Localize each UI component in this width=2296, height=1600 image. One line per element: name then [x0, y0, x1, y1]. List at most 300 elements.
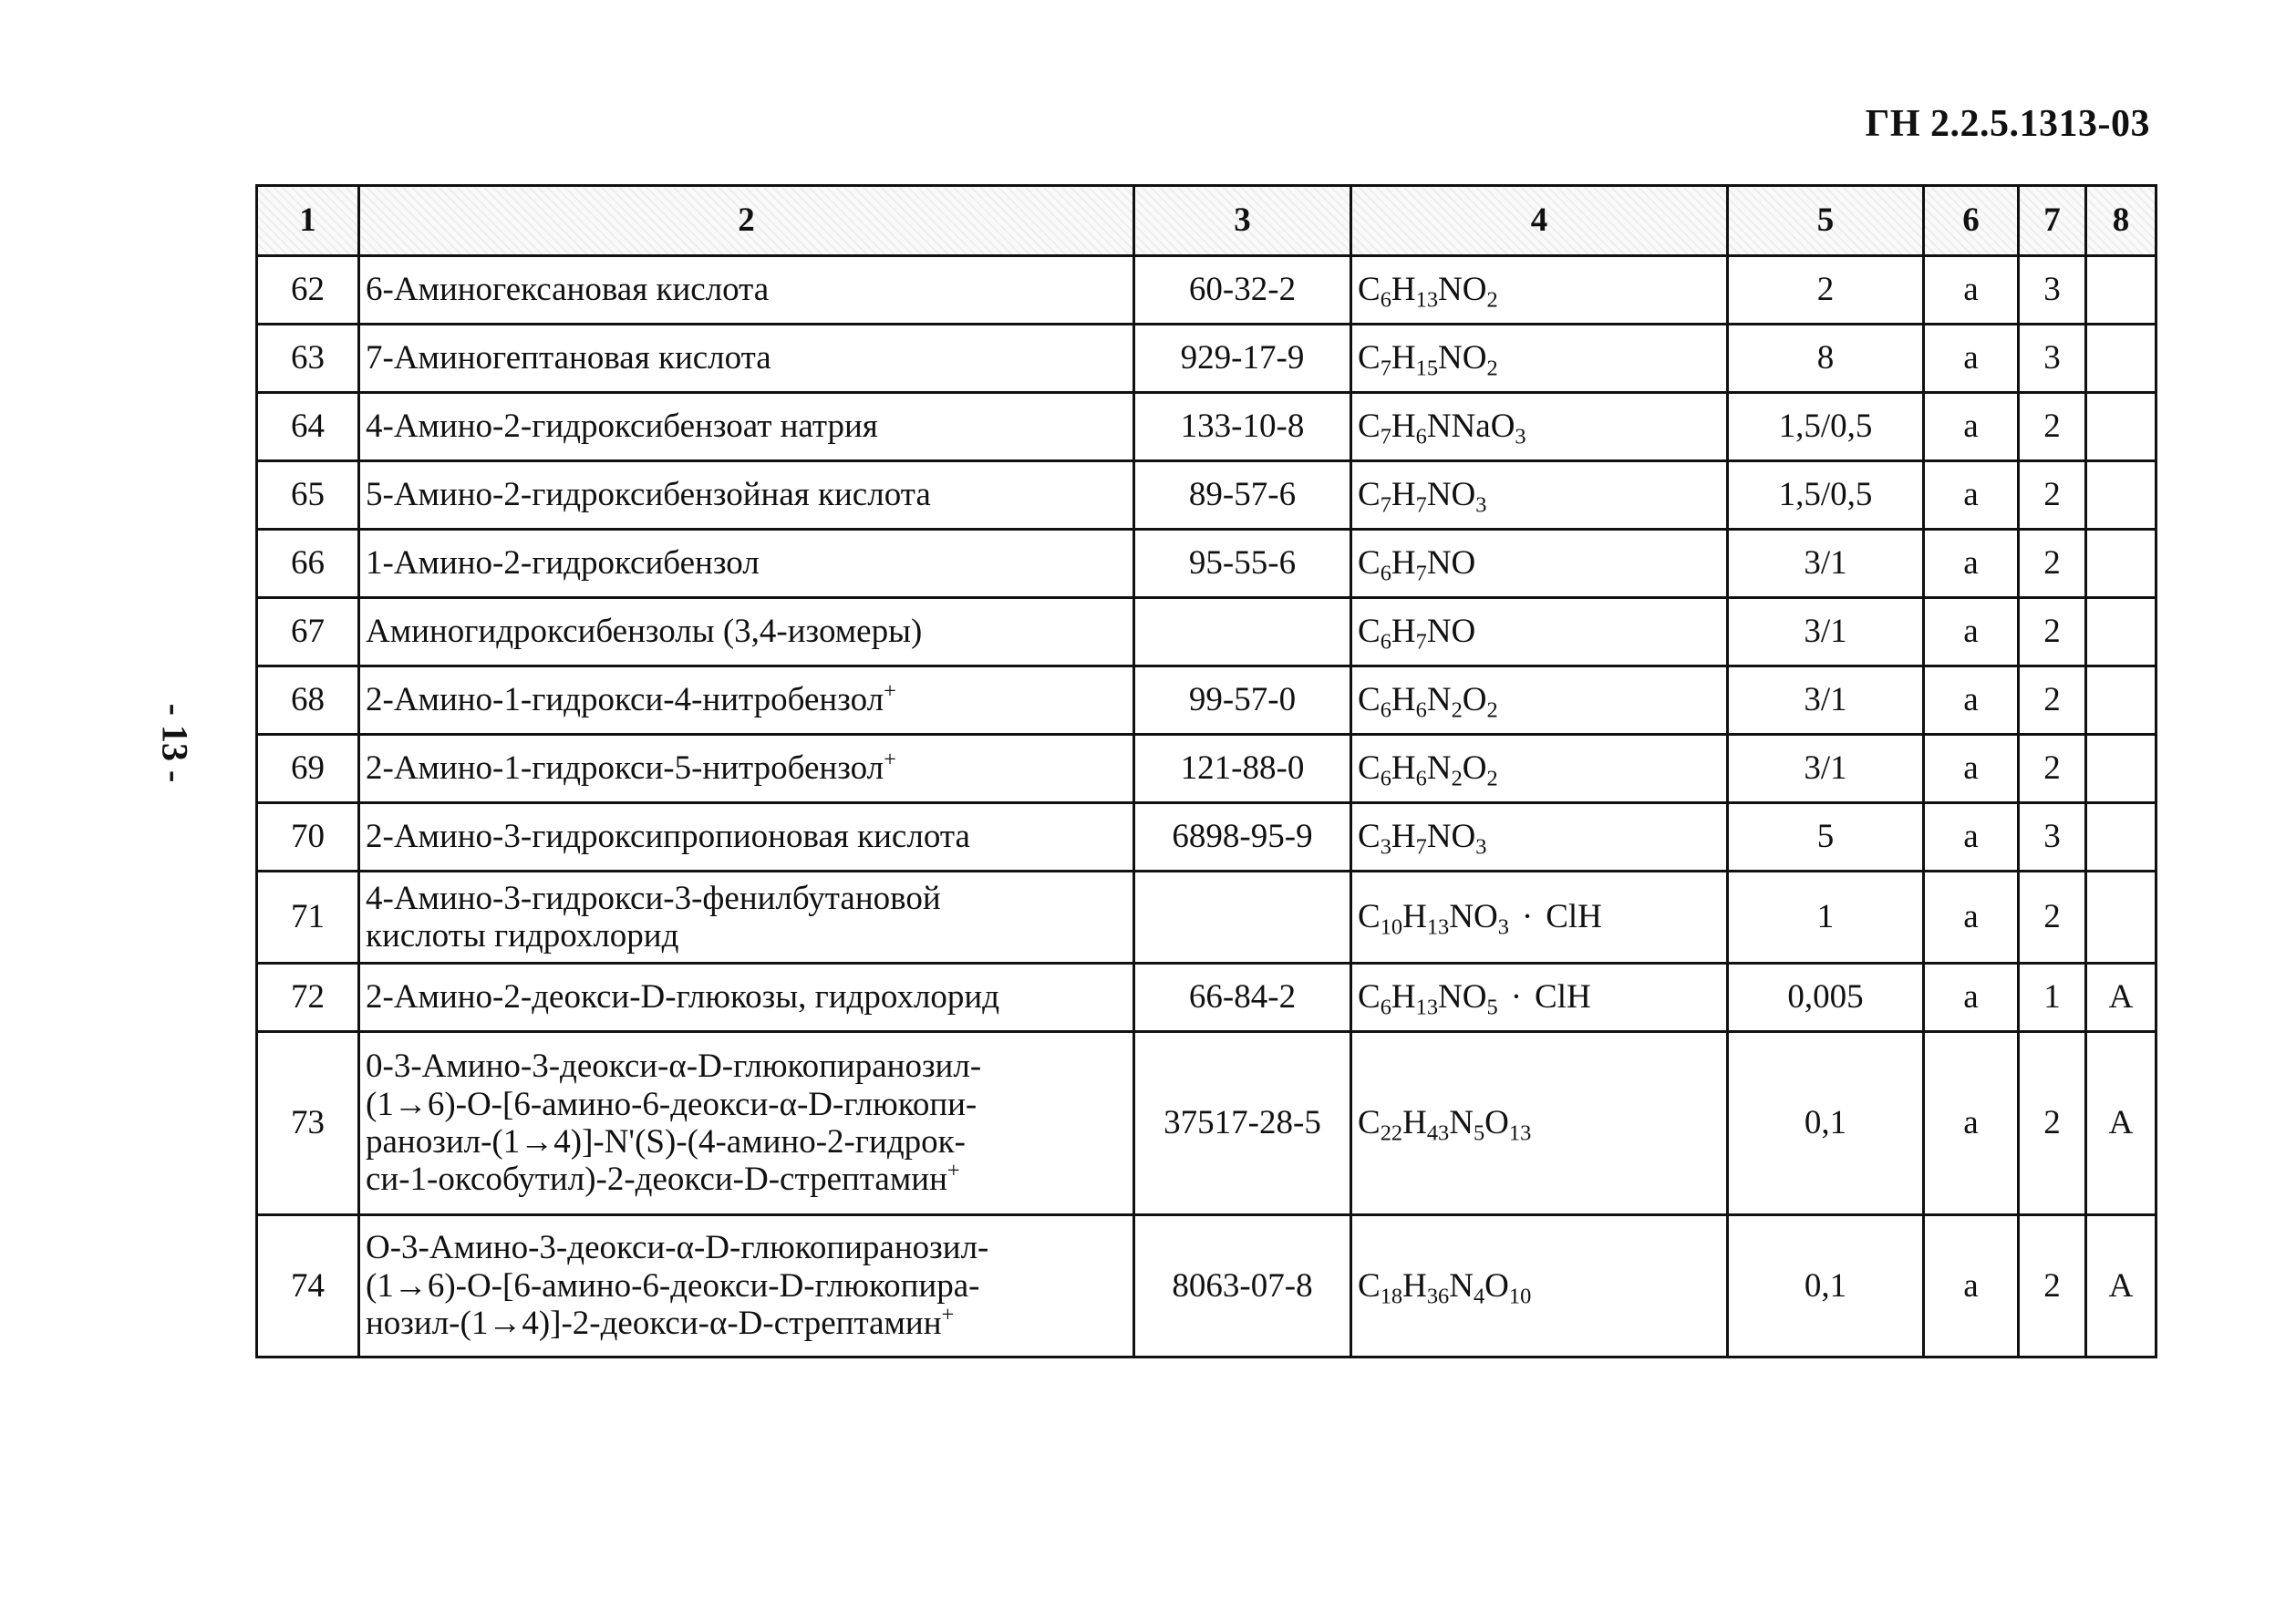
formula-subscript: 10 — [1508, 1284, 1532, 1309]
aggregate-state: а — [1963, 271, 1979, 309]
column-header: 5 — [1728, 186, 1924, 256]
table-row — [257, 803, 2156, 872]
value-cell — [1728, 530, 1924, 598]
formula-subscript: 3 — [1475, 834, 1487, 860]
formula-part: · — [1510, 978, 1523, 1017]
formula-subscript: 6 — [1415, 424, 1427, 449]
name-superscript-mark: + — [941, 1302, 955, 1327]
substance-name: 4-Амино-2-гидроксибензоат натрия — [366, 408, 878, 446]
row-number-cell — [257, 1215, 359, 1357]
state-cell — [1924, 735, 2019, 803]
formula-subscript: 6 — [1380, 766, 1391, 791]
formula-subscript: 6 — [1380, 561, 1391, 586]
formula-subscript: 2 — [1486, 287, 1498, 313]
table-row — [257, 256, 2156, 325]
formula-subscript: 6 — [1380, 697, 1391, 723]
substance-name-line: 4-Амино-3-гидрокси-3-фенилбутановой — [366, 879, 941, 917]
note-cell — [2086, 461, 2156, 530]
value-cell — [1728, 325, 1924, 393]
formula-subscript: 7 — [1415, 629, 1427, 655]
formula-cell — [1351, 872, 1728, 964]
exposure-value: 5 — [1816, 818, 1835, 856]
substance-name: 2-Амино-1-гидрокси-4-нитробензол — [366, 681, 884, 719]
formula-part: H — [1402, 898, 1427, 936]
exposure-value: 0,1 — [1804, 1266, 1847, 1305]
aggregate-state: а — [1963, 408, 1979, 446]
cas-number: 121-88-0 — [1180, 749, 1305, 788]
note-cell — [2086, 666, 2156, 735]
column-header: 6 — [1924, 186, 2019, 256]
formula-subscript: 7 — [1380, 492, 1391, 518]
formula-subscript: 13 — [1415, 287, 1439, 313]
row-number: 68 — [291, 681, 325, 719]
formula-cell — [1351, 964, 1728, 1032]
note-cell — [2086, 393, 2156, 461]
substance-name: 2-Амино-2-деокси-D-глюкозы, гидрохлорид — [366, 978, 1000, 1017]
formula-part: NO — [1438, 978, 1487, 1017]
formula-subscript: 7 — [1415, 492, 1427, 518]
state-cell — [1924, 461, 2019, 530]
row-number: 66 — [291, 544, 325, 583]
substance-name-cell — [359, 964, 1134, 1032]
cas-number: 929-17-9 — [1180, 339, 1305, 377]
formula-part: NNaO — [1426, 408, 1515, 446]
state-cell — [1924, 803, 2019, 872]
document-code: ГН 2.2.5.1313-03 — [1865, 103, 2150, 145]
table-row — [257, 666, 2156, 735]
formula-subscript: 6 — [1415, 766, 1427, 791]
cas-number-cell — [1134, 735, 1351, 803]
row-number-cell — [257, 461, 359, 530]
exposure-value: 3/1 — [1804, 681, 1847, 719]
substance-name-line: О-3-Амино-3-деокси-α-D-глюкопиранозил- — [366, 1229, 989, 1267]
table-row — [257, 461, 2156, 530]
formula-cell — [1351, 1032, 1728, 1215]
table-row — [257, 393, 2156, 461]
formula-subscript: 10 — [1380, 914, 1403, 940]
exposure-value: 1 — [1816, 898, 1835, 936]
formula-cell — [1351, 1215, 1728, 1357]
formula-cell — [1351, 598, 1728, 666]
aggregate-state: а — [1963, 818, 1979, 856]
state-cell — [1924, 964, 2019, 1032]
row-number-cell — [257, 803, 359, 872]
formula-subscript: 2 — [1486, 766, 1498, 791]
formula-part: · — [1521, 898, 1534, 936]
aggregate-state: а — [1963, 978, 1979, 1017]
state-cell — [1924, 393, 2019, 461]
class-cell — [2019, 872, 2086, 964]
formula-part: H — [1391, 749, 1416, 788]
formula-part: C — [1358, 681, 1381, 719]
formula-part: O — [1484, 1266, 1509, 1305]
note-mark: А — [2108, 1266, 2134, 1305]
formula-part: C — [1358, 476, 1381, 514]
formula-part: H — [1391, 978, 1416, 1017]
formula-subscript: 22 — [1380, 1120, 1403, 1146]
formula-cell — [1351, 530, 1728, 598]
formula-part: C — [1358, 1104, 1381, 1142]
cas-number-cell — [1134, 872, 1351, 964]
row-number: 70 — [291, 818, 325, 856]
aggregate-state: а — [1963, 898, 1979, 936]
row-number: 69 — [291, 749, 325, 788]
value-cell — [1728, 461, 1924, 530]
formula-part: N — [1449, 1266, 1474, 1305]
class-cell — [2019, 666, 2086, 735]
substance-name: 5-Амино-2-гидроксибензойная кислота — [366, 476, 931, 514]
formula-subscript: 2 — [1451, 697, 1463, 723]
hazard-class: 2 — [2043, 681, 2061, 719]
aggregate-state: а — [1963, 681, 1979, 719]
formula-subscript: 43 — [1426, 1120, 1450, 1146]
substance-name: 2-Амино-1-гидрокси-5-нитробензол — [366, 749, 884, 788]
formula-subscript: 7 — [1415, 561, 1427, 586]
value-cell — [1728, 872, 1924, 964]
formula-cell — [1351, 461, 1728, 530]
formula-cell — [1351, 666, 1728, 735]
formula-part: N — [1426, 749, 1452, 788]
class-cell — [2019, 461, 2086, 530]
class-cell — [2019, 256, 2086, 325]
row-number: 67 — [291, 613, 325, 651]
cas-number: 6898-95-9 — [1172, 818, 1313, 856]
formula-subscript: 18 — [1380, 1284, 1403, 1309]
formula-part: C — [1358, 408, 1381, 446]
substances-table — [255, 184, 2157, 1358]
formula-subscript: 3 — [1515, 424, 1526, 449]
note-cell — [2086, 325, 2156, 393]
exposure-value: 3/1 — [1804, 544, 1847, 583]
cas-number-cell — [1134, 803, 1351, 872]
substance-name-cell — [359, 393, 1134, 461]
cas-number: 8063-07-8 — [1172, 1266, 1313, 1305]
cas-number: 99-57-0 — [1188, 681, 1297, 719]
state-cell — [1924, 1032, 2019, 1215]
value-cell — [1728, 256, 1924, 325]
row-number-cell — [257, 735, 359, 803]
class-cell — [2019, 735, 2086, 803]
exposure-value: 2 — [1816, 271, 1835, 309]
formula-cell — [1351, 393, 1728, 461]
hazard-class: 3 — [2043, 271, 2061, 309]
aggregate-state: а — [1963, 476, 1979, 514]
value-cell — [1728, 803, 1924, 872]
formula-cell — [1351, 735, 1728, 803]
table-row — [257, 735, 2156, 803]
formula-subscript: 2 — [1451, 766, 1463, 791]
table-row — [257, 598, 2156, 666]
hazard-class: 3 — [2043, 339, 2061, 377]
row-number-cell — [257, 393, 359, 461]
value-cell — [1728, 598, 1924, 666]
formula-cell — [1351, 325, 1728, 393]
substance-name-line: нозил-(1→4)]-2-деокси-α-D-стрептамин — [366, 1305, 942, 1343]
note-cell — [2086, 598, 2156, 666]
formula-part: C — [1358, 898, 1381, 936]
formula-part: C — [1358, 978, 1381, 1017]
aggregate-state: а — [1963, 544, 1979, 583]
formula-part: O — [1462, 749, 1487, 788]
hazard-class: 2 — [2043, 613, 2061, 651]
row-number-cell — [257, 964, 359, 1032]
state-cell — [1924, 530, 2019, 598]
class-cell — [2019, 1215, 2086, 1357]
formula-subscript: 5 — [1486, 995, 1498, 1020]
formula-cell — [1351, 256, 1728, 325]
row-number: 72 — [291, 978, 325, 1017]
row-number-cell — [257, 256, 359, 325]
row-number: 65 — [291, 476, 325, 514]
substance-name-line: ранозил-(1→4)]-N'(S)-(4-амино-2-гидрок- — [366, 1123, 966, 1161]
note-cell — [2086, 256, 2156, 325]
value-cell — [1728, 1215, 1924, 1357]
cas-number: 133-10-8 — [1180, 408, 1305, 446]
formula-part: NO — [1438, 271, 1487, 309]
exposure-value: 1,5/0,5 — [1778, 476, 1873, 514]
formula-part: ClH — [1546, 898, 1602, 936]
note-cell — [2086, 530, 2156, 598]
formula-part: H — [1391, 476, 1416, 514]
formula-part: NO — [1426, 544, 1476, 583]
substance-name: 7-Аминогептановая кислота — [366, 339, 771, 377]
note-cell — [2086, 803, 2156, 872]
substance-name-line: (1→6)-О-[6-амино-6-деокси-α-D-глюкопи- — [366, 1085, 977, 1123]
formula-part: H — [1391, 271, 1416, 309]
formula-subscript: 2 — [1486, 697, 1498, 723]
row-number: 64 — [291, 408, 325, 446]
formula-part: C — [1358, 749, 1381, 788]
substance-name-cell — [359, 1032, 1134, 1215]
substance-name: Аминогидроксибензолы (3,4-изомеры) — [366, 613, 923, 651]
formula-subscript: 6 — [1415, 697, 1427, 723]
formula-part: N — [1426, 681, 1452, 719]
formula-part: ClH — [1535, 978, 1591, 1017]
formula-part: C — [1358, 818, 1381, 856]
formula-part: C — [1358, 544, 1381, 583]
class-cell — [2019, 598, 2086, 666]
state-cell — [1924, 256, 2019, 325]
class-cell — [2019, 393, 2086, 461]
value-cell — [1728, 666, 1924, 735]
cas-number-cell — [1134, 256, 1351, 325]
substance-name-cell — [359, 256, 1134, 325]
class-cell — [2019, 325, 2086, 393]
cas-number: 66-84-2 — [1188, 978, 1297, 1017]
value-cell — [1728, 964, 1924, 1032]
note-cell — [2086, 872, 2156, 964]
table-row — [257, 1215, 2156, 1357]
substance-name: 1-Амино-2-гидроксибензол — [366, 544, 760, 583]
name-superscript-mark: + — [884, 747, 896, 772]
substance-name-line: си-1-оксобутил)-2-деокси-D-стрептамин — [366, 1161, 947, 1199]
row-number: 62 — [291, 271, 325, 309]
row-number-cell — [257, 530, 359, 598]
row-number-cell — [257, 872, 359, 964]
page-number: - 13 - — [154, 703, 196, 783]
state-cell — [1924, 872, 2019, 964]
formula-part: C — [1358, 339, 1381, 377]
substance-name-cell — [359, 530, 1134, 598]
row-number-cell — [257, 325, 359, 393]
cas-number: 60-32-2 — [1188, 271, 1297, 309]
substance-name-line: 0-3-Амино-3-деокси-α-D-глюкопиранозил- — [366, 1048, 982, 1086]
cas-number: 95-55-6 — [1188, 544, 1297, 583]
formula-part: H — [1391, 339, 1416, 377]
note-cell — [2086, 1215, 2156, 1357]
row-number: 71 — [291, 898, 325, 936]
formula-subscript: 13 — [1508, 1120, 1532, 1146]
row-number-cell — [257, 666, 359, 735]
note-mark: А — [2108, 1104, 2134, 1142]
column-header: 7 — [2019, 186, 2086, 256]
substance-name-cell — [359, 803, 1134, 872]
cas-number-cell — [1134, 461, 1351, 530]
formula-part: C — [1358, 1266, 1381, 1305]
note-cell — [2086, 1032, 2156, 1215]
substance-name-line: кислоты гидрохлорид — [366, 917, 679, 955]
formula-subscript: 3 — [1380, 834, 1391, 860]
formula-subscript: 13 — [1426, 914, 1450, 940]
substance-name-cell — [359, 1215, 1134, 1357]
formula-part: C — [1358, 271, 1381, 309]
hazard-class: 2 — [2043, 1266, 2061, 1305]
cas-number: 37517-28-5 — [1164, 1104, 1321, 1142]
table-row — [257, 530, 2156, 598]
formula-part: NO — [1449, 898, 1498, 936]
substance-name-cell — [359, 666, 1134, 735]
substance-name-cell — [359, 325, 1134, 393]
hazard-class: 2 — [2043, 898, 2061, 936]
substance-name-line: (1→6)-О-[6-амино-6-деокси-D-глюкопира- — [366, 1266, 980, 1305]
exposure-value: 0,1 — [1804, 1104, 1847, 1142]
formula-part: H — [1391, 544, 1416, 583]
formula-part: O — [1484, 1104, 1509, 1142]
formula-subscript: 4 — [1473, 1284, 1485, 1309]
formula-subscript: 6 — [1380, 287, 1391, 313]
note-cell — [2086, 964, 2156, 1032]
column-header: 4 — [1351, 186, 1728, 256]
formula-subscript: 7 — [1380, 356, 1391, 381]
value-cell — [1728, 735, 1924, 803]
aggregate-state: а — [1963, 339, 1979, 377]
table-body — [257, 256, 2156, 1357]
state-cell — [1924, 598, 2019, 666]
formula-subscript: 13 — [1415, 995, 1439, 1020]
hazard-class: 3 — [2043, 818, 2061, 856]
formula-part: NO — [1426, 613, 1476, 651]
exposure-value: 3/1 — [1804, 613, 1847, 651]
formula-part: H — [1391, 818, 1416, 856]
formula-part: NO — [1426, 818, 1476, 856]
cas-number-cell — [1134, 393, 1351, 461]
formula-subscript: 6 — [1380, 995, 1391, 1020]
column-header: 1 — [257, 186, 359, 256]
aggregate-state: а — [1963, 1104, 1979, 1142]
formula-cell — [1351, 803, 1728, 872]
substance-name-cell — [359, 461, 1134, 530]
hazard-class: 2 — [2043, 476, 2061, 514]
column-header: 8 — [2086, 186, 2156, 256]
exposure-value: 3/1 — [1804, 749, 1847, 788]
hazard-class: 1 — [2043, 978, 2061, 1017]
hazard-class: 2 — [2043, 749, 2061, 788]
state-cell — [1924, 1215, 2019, 1357]
formula-part: H — [1402, 1266, 1427, 1305]
row-number: 73 — [291, 1104, 325, 1142]
class-cell — [2019, 803, 2086, 872]
table-row — [257, 872, 2156, 964]
cas-number-cell — [1134, 598, 1351, 666]
column-header: 3 — [1134, 186, 1351, 256]
substance-name-cell — [359, 872, 1134, 964]
formula-part: H — [1391, 408, 1416, 446]
formula-subscript: 7 — [1415, 834, 1427, 860]
state-cell — [1924, 325, 2019, 393]
cas-number-cell — [1134, 1215, 1351, 1357]
formula-subscript: 3 — [1475, 492, 1487, 518]
formula-part: H — [1402, 1104, 1427, 1142]
formula-part: H — [1391, 681, 1416, 719]
note-cell — [2086, 735, 2156, 803]
formula-subscript: 5 — [1473, 1120, 1485, 1146]
table-row — [257, 1032, 2156, 1215]
hazard-class: 2 — [2043, 1104, 2061, 1142]
header-row — [257, 186, 2156, 256]
formula-part: NO — [1426, 476, 1476, 514]
formula-subscript: 6 — [1380, 629, 1391, 655]
hazard-class: 2 — [2043, 408, 2061, 446]
row-number-cell — [257, 598, 359, 666]
row-number: 63 — [291, 339, 325, 377]
value-cell — [1728, 393, 1924, 461]
substance-name-cell — [359, 735, 1134, 803]
formula-subscript: 36 — [1426, 1284, 1450, 1309]
substance-name-cell — [359, 598, 1134, 666]
cas-number: 89-57-6 — [1188, 476, 1297, 514]
cas-number-cell — [1134, 1032, 1351, 1215]
formula-subscript: 7 — [1380, 424, 1391, 449]
cas-number-cell — [1134, 964, 1351, 1032]
formula-part: C — [1358, 613, 1381, 651]
value-cell — [1728, 1032, 1924, 1215]
column-header: 2 — [359, 186, 1134, 256]
aggregate-state: а — [1963, 1266, 1979, 1305]
class-cell — [2019, 964, 2086, 1032]
formula-part: NO — [1438, 339, 1487, 377]
exposure-value: 0,005 — [1787, 978, 1864, 1017]
formula-subscript: 3 — [1497, 914, 1509, 940]
formula-subscript: 15 — [1415, 356, 1439, 381]
note-mark: А — [2108, 978, 2134, 1017]
aggregate-state: а — [1963, 613, 1979, 651]
row-number: 74 — [291, 1266, 325, 1305]
name-superscript-mark: + — [946, 1159, 960, 1184]
formula-part: H — [1391, 613, 1416, 651]
state-cell — [1924, 666, 2019, 735]
substance-name: 6-Аминогексановая кислота — [366, 271, 770, 309]
class-cell — [2019, 1032, 2086, 1215]
formula-subscript: 2 — [1486, 356, 1498, 381]
table-row — [257, 964, 2156, 1032]
cas-number-cell — [1134, 530, 1351, 598]
exposure-value: 1,5/0,5 — [1778, 408, 1873, 446]
formula-part: O — [1462, 681, 1487, 719]
exposure-value: 8 — [1816, 339, 1835, 377]
aggregate-state: а — [1963, 749, 1979, 788]
formula-part: N — [1449, 1104, 1474, 1142]
name-superscript-mark: + — [884, 678, 896, 704]
